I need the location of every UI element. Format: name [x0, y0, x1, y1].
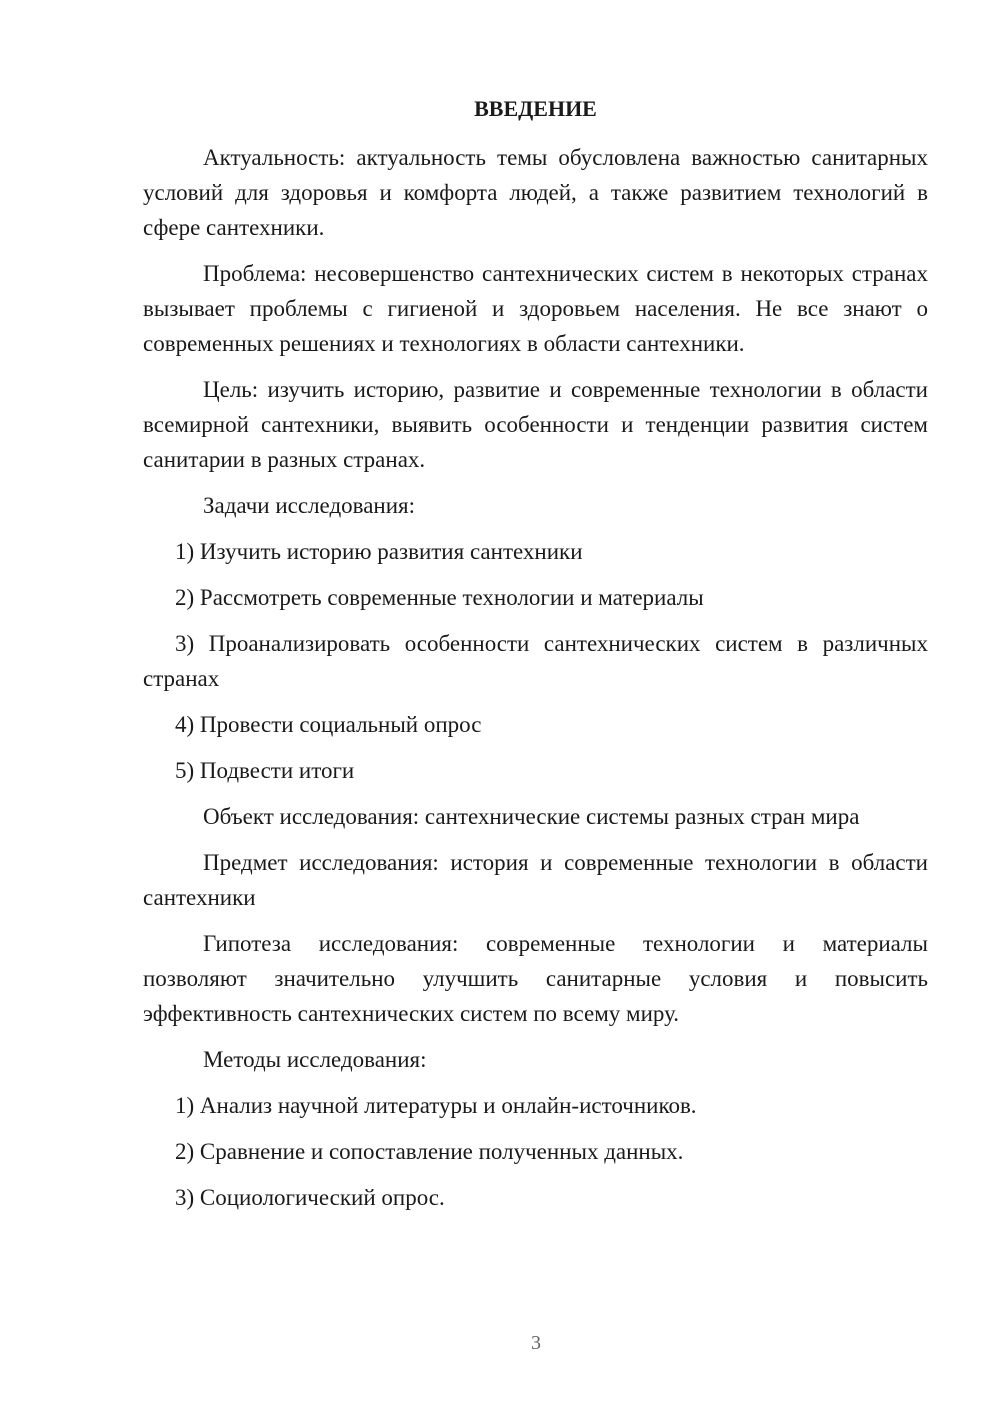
- object-paragraph: Объект исследования: сантехнические системы разных стран мира: [203, 804, 860, 829]
- subject-paragraph: Предмет исследования: история и современные технологии в области сантехники: [143, 850, 928, 910]
- task-item: 1) Изучить историю развития сантехники: [175, 539, 583, 564]
- tasks-title: Задачи исследования:: [203, 493, 416, 518]
- task-item: 2) Рассмотреть современные технологии и материалы: [175, 585, 704, 610]
- goal-paragraph: Цель: изучить историю, развитие и современные технологии в области всемирной сантехники, выявить особенности и тенденции развития систем санитарии в разных странах.: [143, 377, 928, 472]
- methods-title: Методы исследования:: [203, 1047, 427, 1072]
- hypothesis-paragraph: Гипотеза исследования: современные технологии и материалы позволяют значительно улучшить санитарные условия и повысить эффективность сантехнических систем по всему миру.: [143, 931, 928, 1026]
- relevance-paragraph: Актуальность: актуальность темы обусловлена важностью санитарных условий для здоровья и комфорта людей, а также развитием технологий в сфере сантехники.: [143, 145, 928, 240]
- task-item: 3) Проанализировать особенности сантехнических систем в различных странах: [143, 631, 928, 691]
- section-heading: ВВЕДЕНИЕ: [474, 96, 597, 121]
- document-page: [143, 92, 928, 1226]
- method-item: 3) Социологический опрос.: [175, 1185, 445, 1210]
- task-item: 5) Подвести итоги: [175, 758, 355, 783]
- method-item: 1) Анализ научной литературы и онлайн-источников.: [175, 1093, 697, 1118]
- problem-paragraph: Проблема: несовершенство сантехнических систем в некоторых странах вызывает проблемы с гигиеной и здоровьем населения. Не все знают о современных решениях и технологиях в области сантехники.: [143, 261, 928, 356]
- task-item: 4) Провести социальный опрос: [175, 712, 482, 737]
- method-item: 2) Сравнение и сопоставление полученных данных.: [175, 1139, 684, 1164]
- page-number: 3: [531, 1332, 541, 1354]
